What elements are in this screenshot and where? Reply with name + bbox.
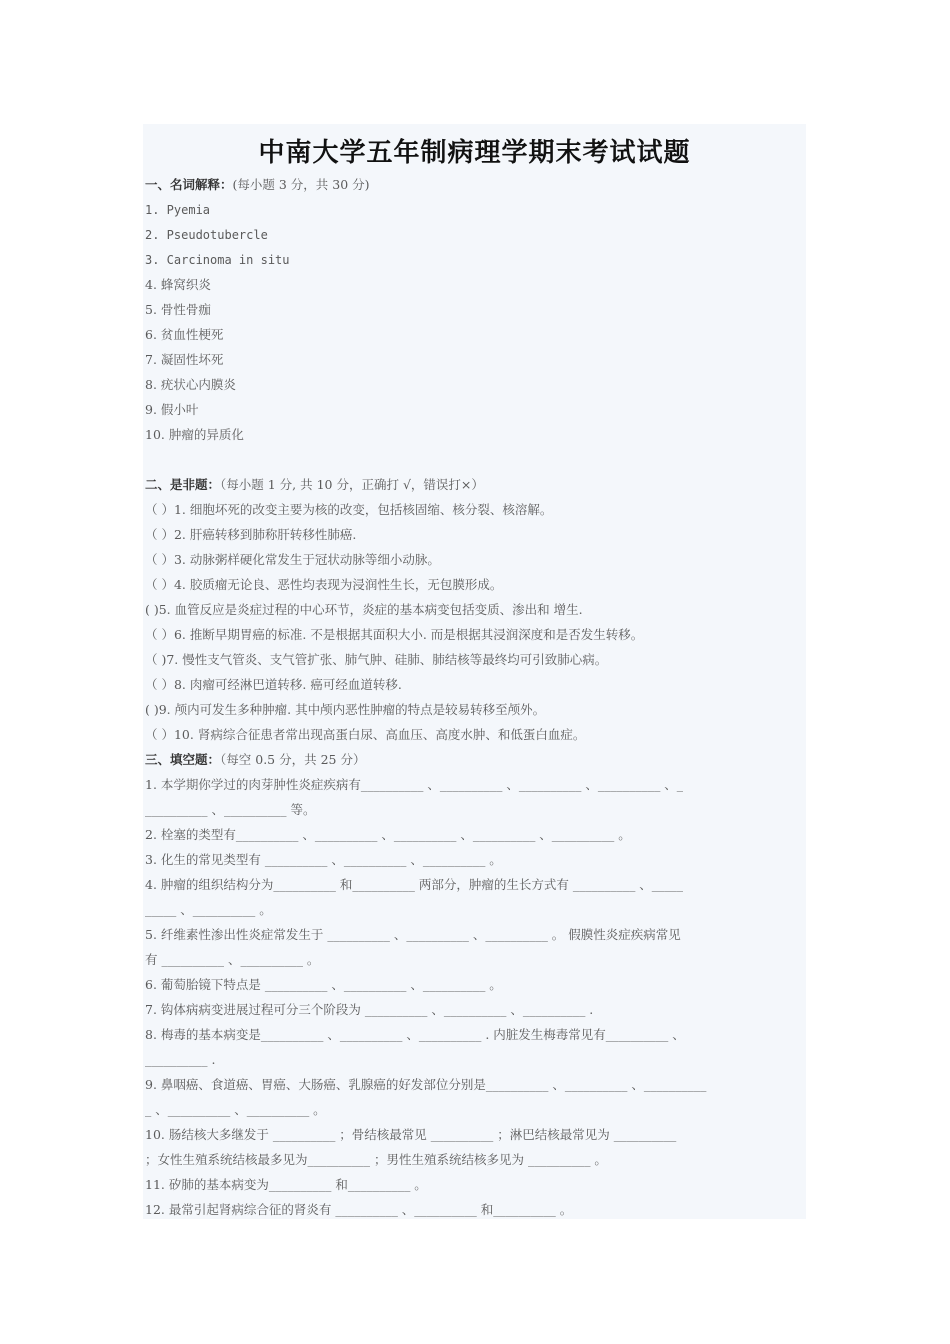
section2-item: （ ）3. 动脉粥样硬化常发生于冠状动脉等细小动脉。	[145, 552, 440, 567]
section2-item: ( )9. 颅内可发生多种肿瘤. 其中颅内恶性肿瘤的特点是较易转移至颅外。	[145, 702, 546, 717]
section3-line: 有 __________ 、__________ 。	[145, 952, 320, 967]
section3-line: 7. 钩体病病变进展过程可分三个阶段为 __________ 、__________ 、__________ .	[145, 1002, 594, 1017]
section3-line: _____ 、__________ 。	[145, 902, 272, 917]
section1-item: 5. 骨性骨痂	[145, 302, 211, 317]
exam-paper	[143, 124, 806, 1219]
section3-line: _ 、__________ 、__________ 。	[145, 1102, 326, 1117]
section1-item: 7. 凝固性坏死	[145, 352, 224, 367]
section3-line: 6. 葡萄胎镜下特点是 __________ 、__________ 、__________ 。	[145, 977, 502, 992]
section1-item: 8. 疣状心内膜炎	[145, 377, 236, 392]
section1-item: 2. Pseudotubercle	[145, 228, 268, 242]
section3-line: 8. 梅毒的基本病变是__________ 、__________ 、__________ . 内脏发生梅毒常见有__________ 、	[145, 1027, 685, 1042]
section2-item: （ ）8. 肉瘤可经淋巴道转移. 癌可经血道转移.	[145, 677, 402, 692]
section2-item: （ ）1. 细胞坏死的改变主要为核的改变，包括核固缩、核分裂、核溶解。	[145, 502, 553, 517]
section3-line: 10. 肠结核大多继发于 __________ ；骨结核最常见 __________ ；淋巴结核最常见为 __________	[145, 1127, 677, 1142]
section1-item: 6. 贫血性梗死	[145, 327, 224, 342]
section3-line: __________ 、__________ 等。	[145, 802, 316, 817]
section1-heading: 一、名词解释：	[145, 177, 233, 192]
section3-line: __________ .	[145, 1052, 216, 1067]
section1-item: 10. 肿瘤的异质化	[145, 427, 244, 442]
section2-item: （ ）10. 肾病综合征患者常出现高蛋白尿、高血压、高度水肿、和低蛋白血症。	[145, 727, 586, 742]
section3-note: （每空 0.5 分，共 25 分）	[220, 752, 366, 767]
page-title: 中南大学五年制病理学期末考试试题	[258, 138, 691, 168]
section2-item: （ ）4. 胶质瘤无论良、恶性均表现为浸润性生长，无包膜形成。	[145, 577, 503, 592]
section3-heading: 三、填空题：	[145, 752, 221, 767]
section3-line: 12. 最常引起肾病综合征的肾炎有 __________ 、__________ 和__________ 。	[145, 1202, 573, 1217]
section1-note: (每小题 3 分，共 30 分)	[232, 177, 370, 192]
section2-item: （ )7. 慢性支气管炎、支气管扩张、肺气肿、硅肺、肺结核等最终均可引致肺心病。	[145, 652, 608, 667]
section2-item: （ ）6. 推断早期胃癌的标准. 不是根据其面积大小. 而是根据其浸润深度和是否发生转移。	[145, 627, 644, 642]
section1-header	[145, 176, 806, 194]
section3-line: 3. 化生的常见类型有 __________ 、__________ 、__________ 。	[145, 852, 502, 867]
section2-heading: 二、是非题：	[145, 477, 221, 492]
section3-line: 9. 鼻咽癌、食道癌、胃癌、大肠癌、乳腺癌的好发部位分别是__________ 、__________ 、__________	[145, 1077, 707, 1092]
section3-line: ；女性生殖系统结核最多见为__________ ；男性生殖系统结核多见为 __________ 。	[145, 1152, 607, 1167]
section1-item: 4. 蜂窝织炎	[145, 277, 211, 292]
section3-header	[145, 751, 806, 769]
section3-line: 5. 纤维素性渗出性炎症常发生于 __________ 、__________ 、__________ 。 假膜性炎症疾病常见	[145, 927, 681, 942]
section3-line: 1. 本学期你学过的肉芽肿性炎症疾病有__________ 、__________ 、__________ 、__________ 、_	[145, 777, 684, 792]
section1-item: 9. 假小叶	[145, 402, 199, 417]
section3-line: 4. 肿瘤的组织结构分为__________ 和__________ 两部分，肿瘤的生长方式有 __________ 、_____	[145, 877, 684, 892]
section2-header	[145, 476, 806, 494]
section2-note: （每小题 1 分, 共 10 分，正确打 √，错误打×）	[220, 477, 484, 492]
section2-item: ( )5. 血管反应是炎症过程的中心环节，炎症的基本病变包括变质、渗出和 增生.	[145, 602, 583, 617]
section2-item: （ ）2. 肝癌转移到肺称肝转移性肺癌.	[145, 527, 357, 542]
section3-line: 11. 矽肺的基本病变为__________ 和__________ 。	[145, 1177, 427, 1192]
section1-item: 1. Pyemia	[145, 203, 211, 217]
section1-item: 3. Carcinoma in situ	[145, 253, 290, 267]
section3-line: 2. 栓塞的类型有__________ 、__________ 、__________ 、__________ 、__________ 。	[145, 827, 631, 842]
